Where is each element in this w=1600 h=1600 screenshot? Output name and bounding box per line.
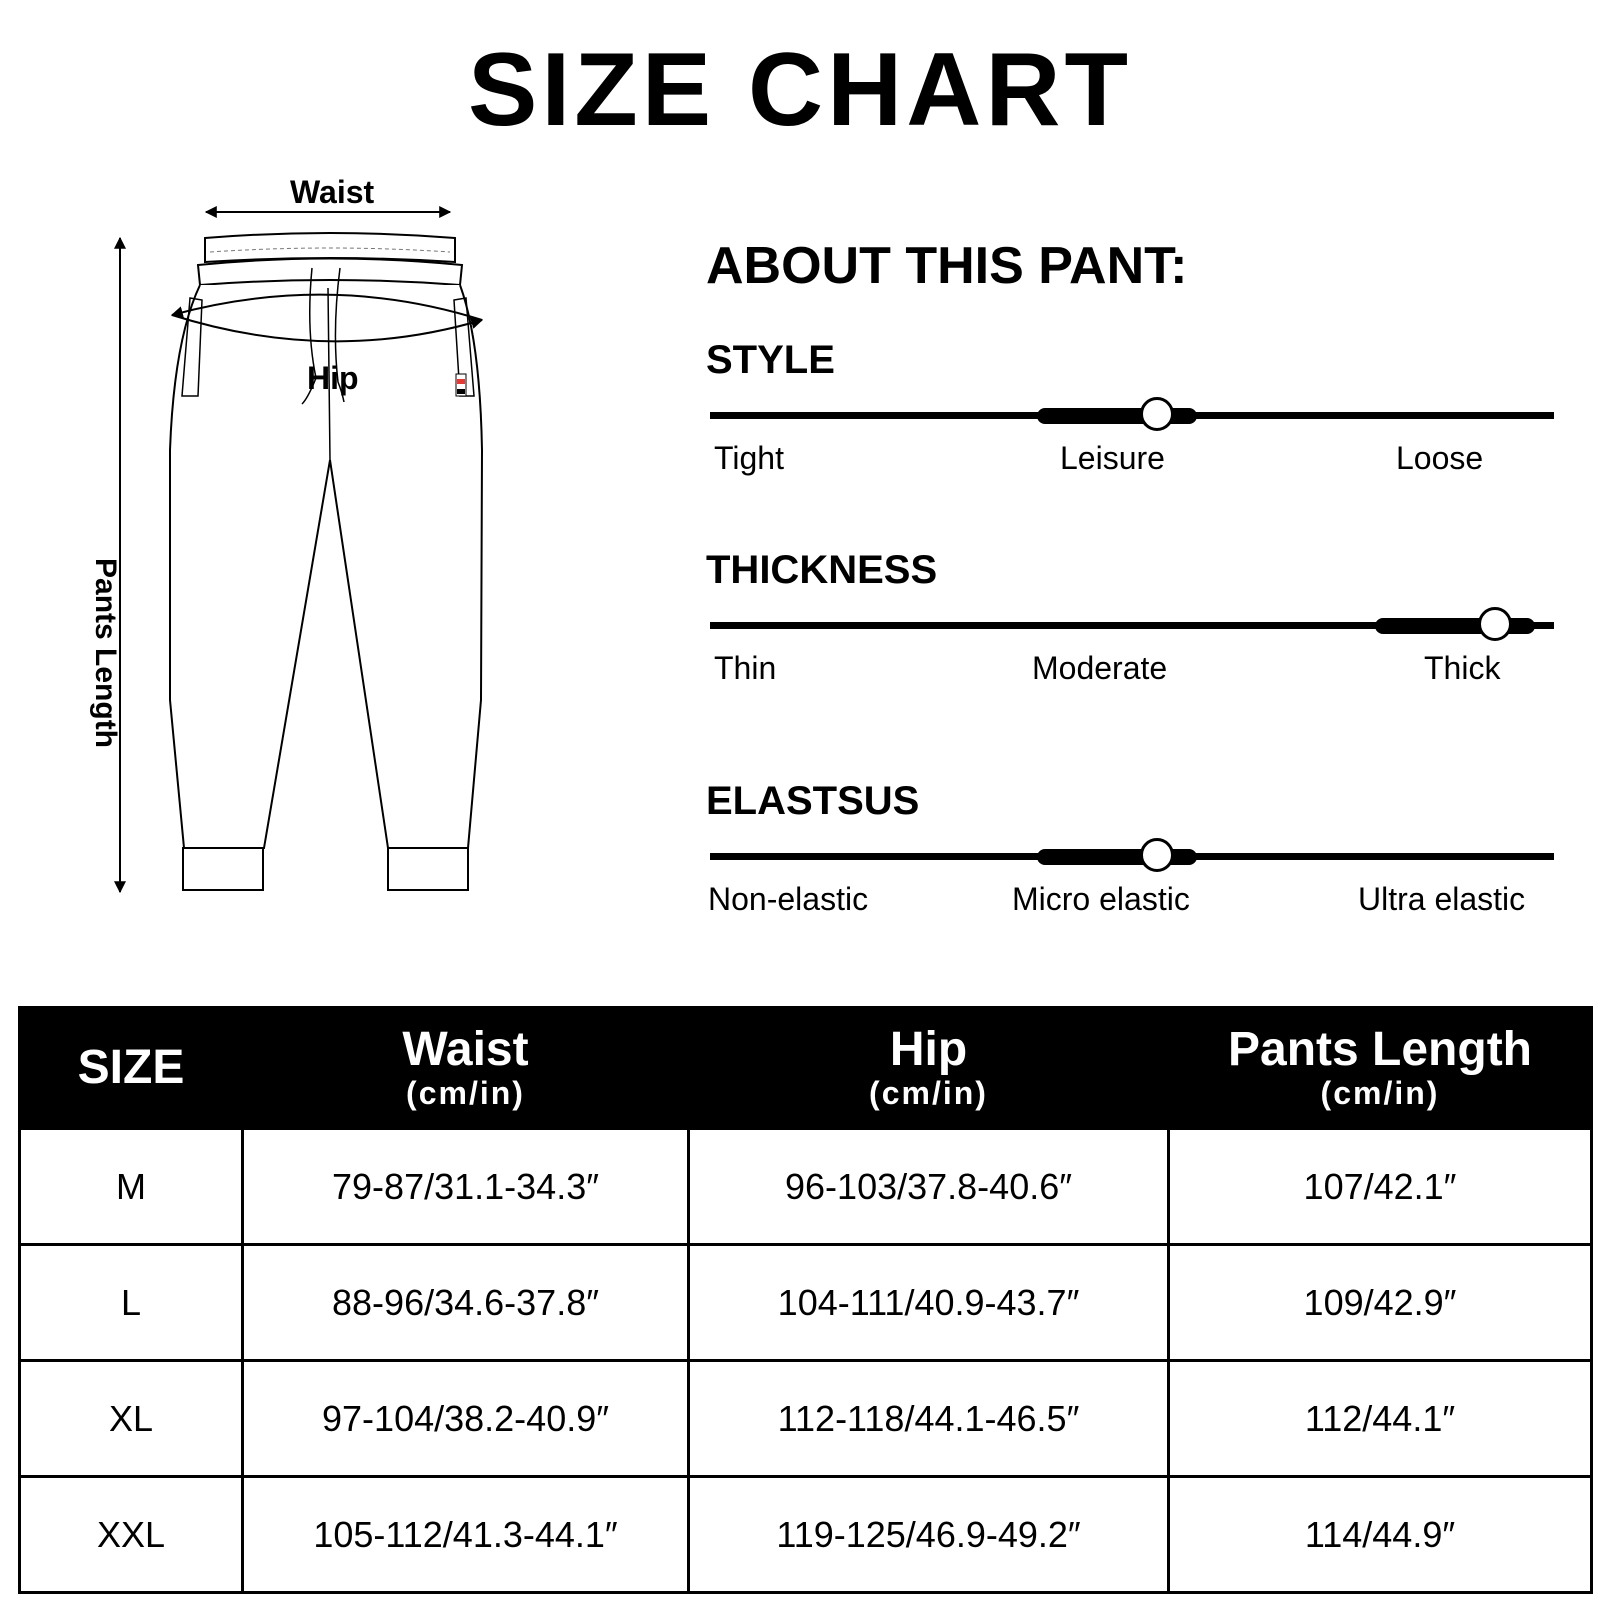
length-cell: 107/42.1″ bbox=[1169, 1129, 1592, 1245]
thickness-knob bbox=[1478, 607, 1512, 641]
style-scale-low: Tight bbox=[714, 440, 784, 476]
size-cell: M bbox=[20, 1129, 243, 1245]
thickness-scale-high: Thick bbox=[1424, 650, 1501, 686]
size-cell: L bbox=[20, 1245, 243, 1361]
table-row bbox=[20, 1129, 1592, 1245]
length-cell: 112/44.1″ bbox=[1169, 1361, 1592, 1477]
pants-illustration bbox=[70, 160, 540, 920]
hip-cell: 104-111/40.9-43.7″ bbox=[689, 1245, 1169, 1361]
waist-cell: 97-104/38.2-40.9″ bbox=[243, 1361, 689, 1477]
waist-cell: 105-112/41.3-44.1″ bbox=[243, 1477, 689, 1593]
style-scale-high: Loose bbox=[1396, 440, 1484, 476]
pants-length-label: Pants Length bbox=[89, 558, 122, 749]
table-row bbox=[20, 1245, 1592, 1361]
hip-cell: 112-118/44.1-46.5″ bbox=[689, 1361, 1169, 1477]
waist-cell: 88-96/34.6-37.8″ bbox=[243, 1245, 689, 1361]
elasticity-scale-high: Ultra elastic bbox=[1358, 881, 1526, 917]
thickness-scale-mid: Moderate bbox=[1032, 650, 1168, 686]
header-pants-length: Pants Length (cm/in) bbox=[1169, 1008, 1592, 1129]
pants-diagram bbox=[70, 160, 540, 920]
page-title: SIZE CHART bbox=[468, 32, 1132, 148]
hip-label: Hip bbox=[307, 360, 359, 396]
length-cell: 114/44.9″ bbox=[1169, 1477, 1592, 1593]
elasticity-scale-mid: Micro elastic bbox=[1012, 881, 1190, 917]
size-table bbox=[18, 1006, 1593, 1594]
length-cell: 109/42.9″ bbox=[1169, 1245, 1592, 1361]
header-size: SIZE bbox=[20, 1008, 243, 1129]
about-heading: ABOUT THIS PANT: bbox=[706, 237, 1188, 295]
elasticity-slider bbox=[706, 781, 1556, 921]
style-knob bbox=[1140, 397, 1174, 431]
size-cell: XXL bbox=[20, 1477, 243, 1593]
size-cell: XL bbox=[20, 1361, 243, 1477]
thickness-title: THICKNESS bbox=[706, 548, 938, 592]
waist-label: Waist bbox=[290, 174, 375, 210]
hip-cell: 96-103/37.8-40.6″ bbox=[689, 1129, 1169, 1245]
hip-cell: 119-125/46.9-49.2″ bbox=[689, 1477, 1169, 1593]
style-scale-mid: Leisure bbox=[1060, 440, 1165, 476]
thickness-slider bbox=[706, 550, 1556, 690]
table-row bbox=[20, 1361, 1592, 1477]
header-hip: Hip (cm/in) bbox=[689, 1008, 1169, 1129]
table-row bbox=[20, 1477, 1592, 1593]
table-header-row bbox=[20, 1008, 1592, 1129]
waist-cell: 79-87/31.1-34.3″ bbox=[243, 1129, 689, 1245]
thickness-scale-low: Thin bbox=[714, 650, 777, 686]
style-slider bbox=[706, 340, 1556, 480]
elasticity-scale-low: Non-elastic bbox=[708, 881, 869, 917]
elasticity-knob bbox=[1140, 838, 1174, 872]
elasticity-title: ELASTSUS bbox=[706, 779, 920, 823]
header-waist: Waist (cm/in) bbox=[243, 1008, 689, 1129]
style-title: STYLE bbox=[706, 338, 835, 382]
